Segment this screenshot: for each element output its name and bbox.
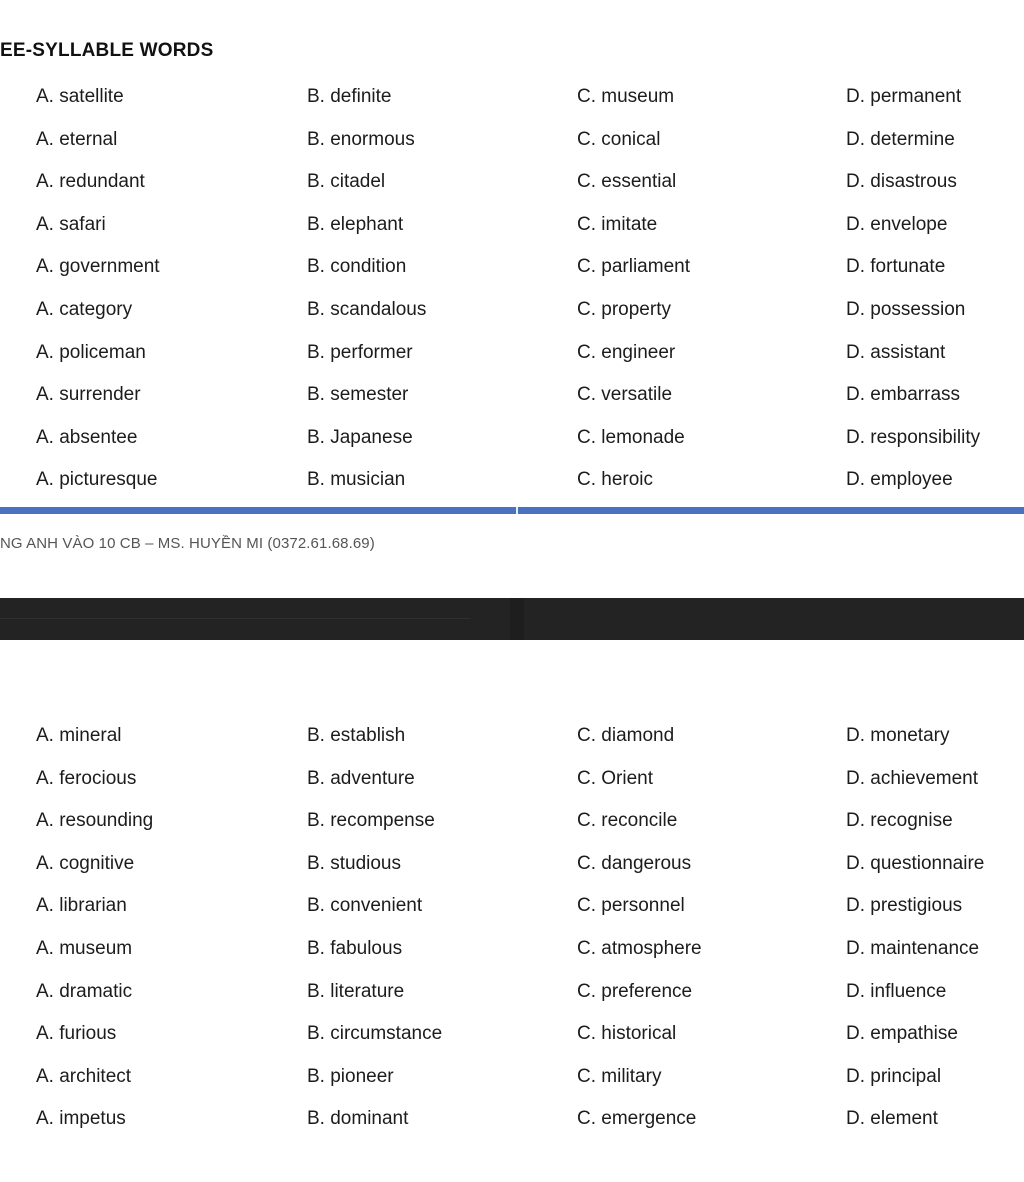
section-heading: EE-SYLLABLE WORDS	[0, 40, 214, 61]
question-row	[0, 332, 1024, 375]
band-seam	[510, 598, 524, 640]
option-d: D. permanent	[846, 86, 962, 107]
option-d: D. envelope	[846, 213, 948, 235]
word-list-top	[0, 76, 1024, 502]
option-d: D. disastrous	[846, 171, 957, 193]
option-a: A. safari	[36, 213, 106, 235]
band-seam	[0, 618, 470, 619]
option-a: A. absentee	[36, 426, 138, 448]
option-a: A. impetus	[36, 1108, 126, 1130]
page-break-band	[0, 598, 1024, 640]
option-a: A. category	[36, 298, 133, 320]
option-b: B. pioneer	[307, 1065, 394, 1087]
question-row	[0, 800, 1024, 843]
option-a: A. government	[36, 256, 160, 278]
option-d: D. possession	[846, 298, 966, 320]
question-row	[0, 161, 1024, 204]
question-row	[0, 417, 1024, 460]
option-a: A. furious	[36, 1023, 117, 1045]
option-d: D. questionnaire	[846, 852, 985, 874]
option-a: A. resounding	[36, 810, 154, 832]
option-b: B. semester	[307, 384, 409, 406]
option-c: C. engineer	[577, 341, 676, 363]
option-d: D. recognise	[846, 810, 953, 832]
option-b: B. fabulous	[307, 937, 403, 959]
option-b: B. circumstance	[307, 1023, 443, 1045]
option-b: B. enormous	[307, 128, 415, 150]
option-d: D. element	[846, 1108, 938, 1130]
option-d: D. responsibility	[846, 426, 981, 448]
question-row	[0, 119, 1024, 162]
question-row	[0, 1056, 1024, 1099]
option-b: B. performer	[307, 341, 413, 363]
word-list-bottom	[0, 715, 1024, 1141]
question-row	[0, 289, 1024, 332]
question-row	[0, 1098, 1024, 1141]
question-row	[0, 758, 1024, 801]
option-d: D. maintenance	[846, 937, 980, 959]
option-d: D. fortunate	[846, 256, 946, 278]
question-row	[0, 715, 1024, 758]
option-d: D. empathise	[846, 1023, 958, 1045]
option-c: C. personnel	[577, 895, 685, 917]
question-row	[0, 204, 1024, 247]
option-c: C. Orient	[577, 767, 654, 789]
option-b: B. recompense	[307, 810, 435, 832]
option-b: B. citadel	[307, 171, 386, 193]
page-footer: NG ANH VÀO 10 CB – MS. HUYỀN MI (0372.61.68.69)	[0, 535, 375, 552]
option-a: A. policeman	[36, 341, 146, 363]
option-c: C. lemonade	[577, 426, 685, 448]
footer-divider	[0, 507, 1024, 514]
option-a: A. eternal	[36, 128, 118, 150]
question-row	[0, 246, 1024, 289]
option-b: B. studious	[307, 852, 401, 874]
option-c: C. atmosphere	[577, 937, 702, 959]
option-b: B. adventure	[307, 767, 415, 789]
option-c: C. reconcile	[577, 810, 678, 832]
option-b: B. convenient	[307, 895, 423, 917]
option-c: C. property	[577, 298, 671, 320]
option-a: A. redundant	[36, 171, 145, 193]
option-c: C. historical	[577, 1023, 677, 1045]
option-d: D. monetary	[846, 725, 950, 746]
question-row	[0, 374, 1024, 417]
option-a: A. museum	[36, 937, 133, 959]
option-d: D. employee	[846, 469, 953, 491]
question-row	[0, 885, 1024, 928]
option-d: D. achievement	[846, 767, 979, 789]
option-a: A. dramatic	[36, 980, 133, 1002]
option-d: D. influence	[846, 980, 947, 1002]
option-c: C. preference	[577, 980, 693, 1002]
option-c: C. parliament	[577, 256, 690, 278]
question-row	[0, 928, 1024, 971]
option-c: C. imitate	[577, 213, 658, 235]
option-d: D. determine	[846, 128, 955, 150]
option-d: D. prestigious	[846, 895, 963, 917]
option-d: D. embarrass	[846, 384, 961, 406]
option-a: A. librarian	[36, 895, 127, 917]
option-a: A. architect	[36, 1065, 132, 1087]
option-b: B. condition	[307, 256, 407, 278]
option-a: A. ferocious	[36, 767, 137, 789]
option-c: C. versatile	[577, 384, 673, 406]
option-a: A. mineral	[36, 725, 122, 746]
question-row	[0, 1013, 1024, 1056]
option-c: C. emergence	[577, 1108, 697, 1130]
option-d: D. assistant	[846, 341, 946, 363]
option-c: C. diamond	[577, 725, 675, 746]
option-b: B. definite	[307, 86, 392, 107]
option-c: C. essential	[577, 171, 677, 193]
question-row	[0, 971, 1024, 1014]
option-d: D. principal	[846, 1065, 942, 1087]
question-row	[0, 459, 1024, 502]
option-b: B. establish	[307, 725, 406, 746]
option-b: B. dominant	[307, 1108, 409, 1130]
option-c: C. museum	[577, 86, 675, 107]
option-c: C. dangerous	[577, 852, 692, 874]
option-c: C. military	[577, 1065, 662, 1087]
option-b: B. elephant	[307, 213, 404, 235]
option-b: B. Japanese	[307, 426, 413, 448]
question-row	[0, 76, 1024, 119]
option-a: A. surrender	[36, 384, 141, 406]
option-b: B. scandalous	[307, 298, 427, 320]
option-c: C. conical	[577, 128, 661, 150]
option-a: A. satellite	[36, 86, 124, 107]
option-b: B. musician	[307, 469, 406, 491]
option-a: A. cognitive	[36, 852, 135, 874]
option-a: A. picturesque	[36, 469, 158, 491]
question-row	[0, 843, 1024, 886]
option-c: C. heroic	[577, 469, 654, 491]
option-b: B. literature	[307, 980, 405, 1002]
